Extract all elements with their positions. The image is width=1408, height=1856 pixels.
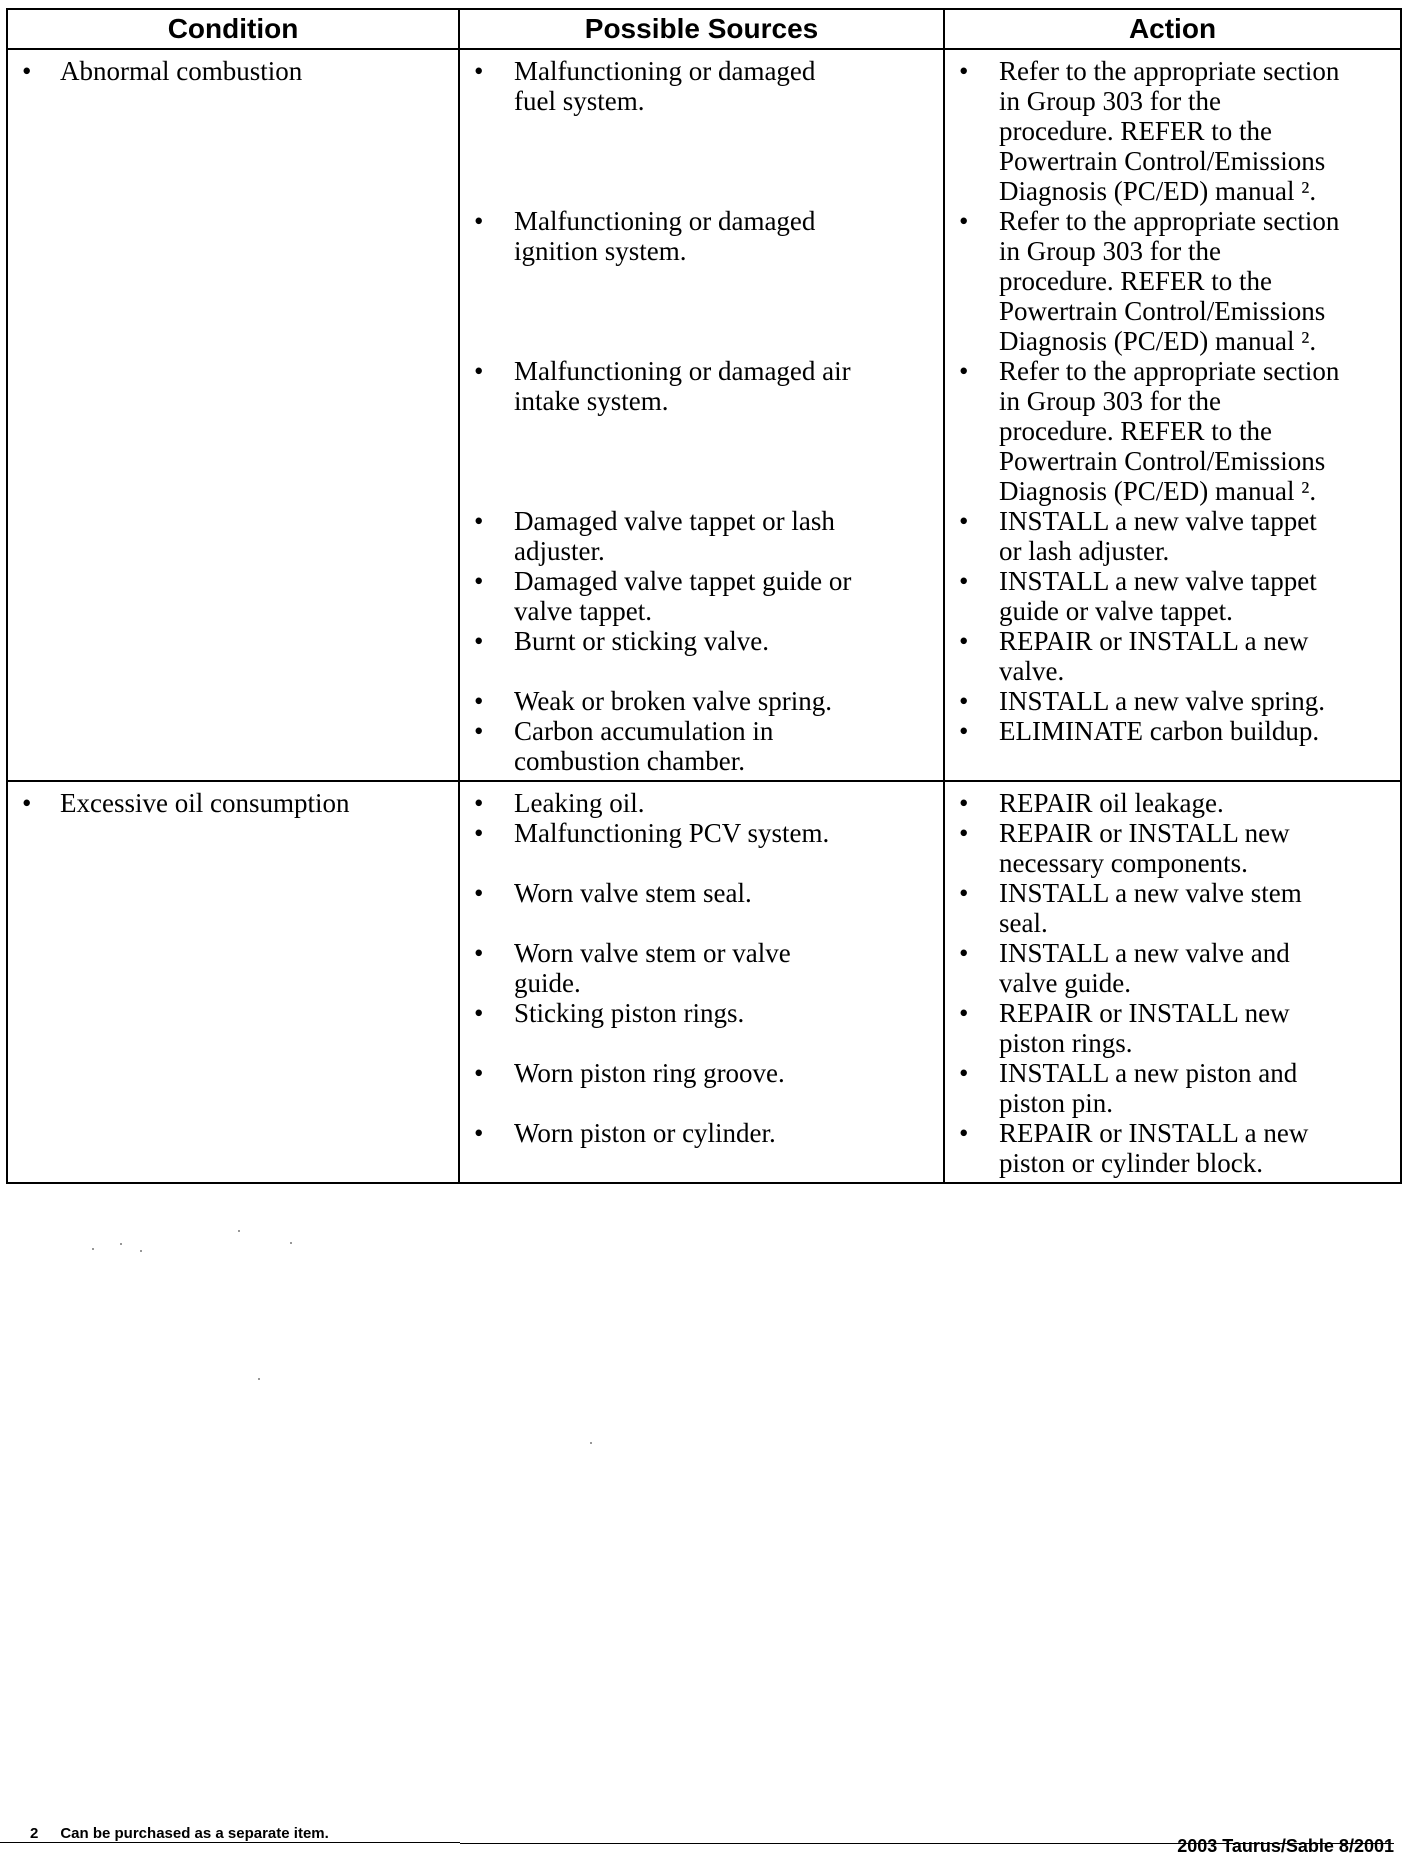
footnote-number: 2 xyxy=(30,1825,39,1842)
source-item xyxy=(470,998,937,1058)
source-item-text xyxy=(514,716,937,776)
action-item xyxy=(955,566,1394,626)
text-line: Worn valve stem or valve xyxy=(514,938,791,968)
source-item xyxy=(470,1058,937,1118)
bullet-icon: • xyxy=(474,716,484,746)
text-line: Diagnosis (PC/ED) manual ². xyxy=(999,326,1317,356)
footnote xyxy=(0,1826,460,1843)
sources-cell xyxy=(459,781,944,1183)
action-item xyxy=(955,626,1394,686)
action-cell xyxy=(944,781,1401,1183)
text-line: INSTALL a new valve tappet xyxy=(999,506,1317,536)
text-line: combustion chamber. xyxy=(514,746,745,776)
source-item-text xyxy=(514,818,937,848)
text-line: Worn valve stem seal. xyxy=(514,878,752,908)
action-item xyxy=(955,56,1394,206)
bullet-icon: • xyxy=(474,1118,484,1148)
action-item-text xyxy=(999,1058,1394,1118)
text-line: procedure. REFER to the xyxy=(999,416,1272,446)
source-item xyxy=(470,356,937,506)
text-line: guide or valve tappet. xyxy=(999,596,1233,626)
bullet-icon: • xyxy=(474,206,484,236)
action-item xyxy=(955,998,1394,1058)
text-line: REPAIR or INSTALL a new xyxy=(999,626,1309,656)
text-line: INSTALL a new valve tappet xyxy=(999,566,1317,596)
text-line: Powertrain Control/Emissions xyxy=(999,296,1326,326)
text-line: piston rings. xyxy=(999,1028,1133,1058)
source-item xyxy=(470,938,937,998)
text-line: Malfunctioning or damaged xyxy=(514,56,816,86)
condition-item xyxy=(18,56,452,86)
action-item xyxy=(955,1058,1394,1118)
action-item xyxy=(955,506,1394,566)
text-line: intake system. xyxy=(514,386,669,416)
text-line: procedure. REFER to the xyxy=(999,116,1272,146)
text-line: REPAIR or INSTALL new xyxy=(999,998,1290,1028)
bullet-icon: • xyxy=(959,938,969,968)
text-line: seal. xyxy=(999,908,1048,938)
action-item-text xyxy=(999,566,1394,626)
bullet-icon: • xyxy=(959,998,969,1028)
source-item xyxy=(470,206,937,356)
bullet-icon: • xyxy=(474,566,484,596)
table-body xyxy=(7,49,1401,1183)
text-line: Leaking oil. xyxy=(514,788,645,818)
action-item-text xyxy=(999,716,1394,746)
text-line: Malfunctioning or damaged air xyxy=(514,356,851,386)
action-item xyxy=(955,686,1394,716)
bullet-icon: • xyxy=(474,56,484,86)
condition-text: Abnormal combustion xyxy=(60,56,303,86)
bullet-icon: • xyxy=(474,788,484,818)
text-line: valve. xyxy=(999,656,1065,686)
action-item-text xyxy=(999,356,1394,506)
bullet-icon: • xyxy=(474,818,484,848)
action-item-text xyxy=(999,788,1394,818)
source-item-text xyxy=(514,506,937,566)
source-item-text xyxy=(514,56,937,116)
source-item-text xyxy=(514,998,937,1028)
header-possible-sources: Possible Sources xyxy=(459,9,944,49)
source-item xyxy=(470,506,937,566)
text-line: Worn piston ring groove. xyxy=(514,1058,785,1088)
action-cell xyxy=(944,49,1401,781)
action-item-text xyxy=(999,686,1394,716)
text-line: in Group 303 for the xyxy=(999,236,1221,266)
header-action: Action xyxy=(944,9,1401,49)
bullet-icon: • xyxy=(959,566,969,596)
bullet-icon: • xyxy=(22,56,32,86)
source-item-text xyxy=(514,878,937,908)
page-footer: 2003 Taurus/Sable 8/2001 xyxy=(1177,1836,1394,1856)
text-line: Refer to the appropriate section xyxy=(999,356,1340,386)
source-item-text xyxy=(514,1118,937,1148)
text-line: piston or cylinder block. xyxy=(999,1148,1263,1178)
text-line: Burnt or sticking valve. xyxy=(514,626,769,656)
bullet-icon: • xyxy=(959,686,969,716)
table-header-row xyxy=(7,9,1401,49)
bullet-icon: • xyxy=(474,878,484,908)
text-line: REPAIR or INSTALL new xyxy=(999,818,1290,848)
bullet-icon: • xyxy=(959,626,969,656)
bullet-icon: • xyxy=(959,506,969,536)
text-line: fuel system. xyxy=(514,86,645,116)
source-item xyxy=(470,56,937,206)
bullet-icon: • xyxy=(474,938,484,968)
sources-cell xyxy=(459,49,944,781)
table-row xyxy=(7,781,1401,1183)
text-line: INSTALL a new valve spring. xyxy=(999,686,1326,716)
text-line: Refer to the appropriate section xyxy=(999,206,1340,236)
bullet-icon: • xyxy=(959,788,969,818)
text-line: Damaged valve tappet or lash xyxy=(514,506,835,536)
bullet-icon: • xyxy=(474,998,484,1028)
source-item-text xyxy=(514,206,937,266)
action-item xyxy=(955,878,1394,938)
text-line: Malfunctioning or damaged xyxy=(514,206,816,236)
bullet-icon: • xyxy=(959,878,969,908)
text-line: or lash adjuster. xyxy=(999,536,1170,566)
scan-speck xyxy=(92,1248,94,1250)
text-line: REPAIR or INSTALL a new xyxy=(999,1118,1309,1148)
text-line: valve guide. xyxy=(999,968,1131,998)
source-item xyxy=(470,878,937,938)
action-item-text xyxy=(999,56,1394,206)
header-condition: Condition xyxy=(7,9,459,49)
bullet-icon: • xyxy=(474,356,484,386)
scan-speck xyxy=(258,1378,260,1380)
text-line: Diagnosis (PC/ED) manual ². xyxy=(999,176,1317,206)
text-line: INSTALL a new valve and xyxy=(999,938,1290,968)
text-line: ELIMINATE carbon buildup. xyxy=(999,716,1320,746)
text-line: guide. xyxy=(514,968,581,998)
source-item xyxy=(470,818,937,878)
text-line: Refer to the appropriate section xyxy=(999,56,1340,86)
bullet-icon: • xyxy=(474,626,484,656)
text-line: in Group 303 for the xyxy=(999,386,1221,416)
bullet-icon: • xyxy=(959,56,969,86)
bullet-icon: • xyxy=(474,506,484,536)
condition-cell xyxy=(7,781,459,1183)
scan-speck xyxy=(590,1442,592,1444)
action-item-text xyxy=(999,626,1394,686)
bullet-icon: • xyxy=(959,206,969,236)
bullet-icon: • xyxy=(22,788,32,818)
text-line: in Group 303 for the xyxy=(999,86,1221,116)
text-line: procedure. REFER to the xyxy=(999,266,1272,296)
text-line: ignition system. xyxy=(514,236,687,266)
source-item xyxy=(470,686,937,716)
source-item-text xyxy=(514,566,937,626)
action-item-text xyxy=(999,818,1394,878)
action-item-text xyxy=(999,506,1394,566)
text-line: INSTALL a new piston and xyxy=(999,1058,1298,1088)
action-item-text xyxy=(999,1118,1394,1178)
scan-speck xyxy=(140,1250,142,1252)
text-line: INSTALL a new valve stem xyxy=(999,878,1302,908)
action-item xyxy=(955,818,1394,878)
scan-speck xyxy=(120,1243,122,1245)
condition-item xyxy=(18,788,452,818)
text-line: Weak or broken valve spring. xyxy=(514,686,832,716)
text-line: valve tappet. xyxy=(514,596,652,626)
source-item-text xyxy=(514,356,937,416)
table-row xyxy=(7,49,1401,781)
text-line: Powertrain Control/Emissions xyxy=(999,146,1326,176)
action-item xyxy=(955,1118,1394,1178)
action-item-text xyxy=(999,938,1394,998)
bullet-icon: • xyxy=(959,716,969,746)
text-line: Carbon accumulation in xyxy=(514,716,774,746)
action-item xyxy=(955,206,1394,356)
action-item xyxy=(955,716,1394,776)
footnote-text: Can be purchased as a separate item. xyxy=(60,1825,329,1842)
source-item xyxy=(470,716,937,776)
source-item-text xyxy=(514,686,937,716)
bullet-icon: • xyxy=(959,818,969,848)
text-line: Powertrain Control/Emissions xyxy=(999,446,1326,476)
text-line: necessary components. xyxy=(999,848,1248,878)
source-item-text xyxy=(514,788,937,818)
action-item-text xyxy=(999,206,1394,356)
action-item xyxy=(955,356,1394,506)
condition-text: Excessive oil consumption xyxy=(60,788,350,818)
text-line: REPAIR oil leakage. xyxy=(999,788,1224,818)
bullet-icon: • xyxy=(959,1058,969,1088)
bullet-icon: • xyxy=(959,356,969,386)
scan-speck xyxy=(290,1242,292,1244)
source-item xyxy=(470,626,937,686)
source-item-text xyxy=(514,938,937,998)
text-line: Diagnosis (PC/ED) manual ². xyxy=(999,476,1317,506)
bullet-icon: • xyxy=(959,1118,969,1148)
source-item xyxy=(470,788,937,818)
bullet-icon: • xyxy=(474,1058,484,1088)
diagnosis-table xyxy=(6,8,1402,1184)
action-item-text xyxy=(999,998,1394,1058)
text-line: adjuster. xyxy=(514,536,605,566)
source-item-text xyxy=(514,1058,937,1088)
condition-cell xyxy=(7,49,459,781)
source-item xyxy=(470,1118,937,1178)
scan-speck xyxy=(238,1230,240,1232)
text-line: Worn piston or cylinder. xyxy=(514,1118,776,1148)
action-item xyxy=(955,788,1394,818)
bullet-icon: • xyxy=(474,686,484,716)
source-item-text xyxy=(514,626,937,656)
action-item xyxy=(955,938,1394,998)
text-line: Damaged valve tappet guide or xyxy=(514,566,852,596)
source-item xyxy=(470,566,937,626)
text-line: piston pin. xyxy=(999,1088,1114,1118)
text-line: Sticking piston rings. xyxy=(514,998,745,1028)
text-line: Malfunctioning PCV system. xyxy=(514,818,830,848)
action-item-text xyxy=(999,878,1394,938)
